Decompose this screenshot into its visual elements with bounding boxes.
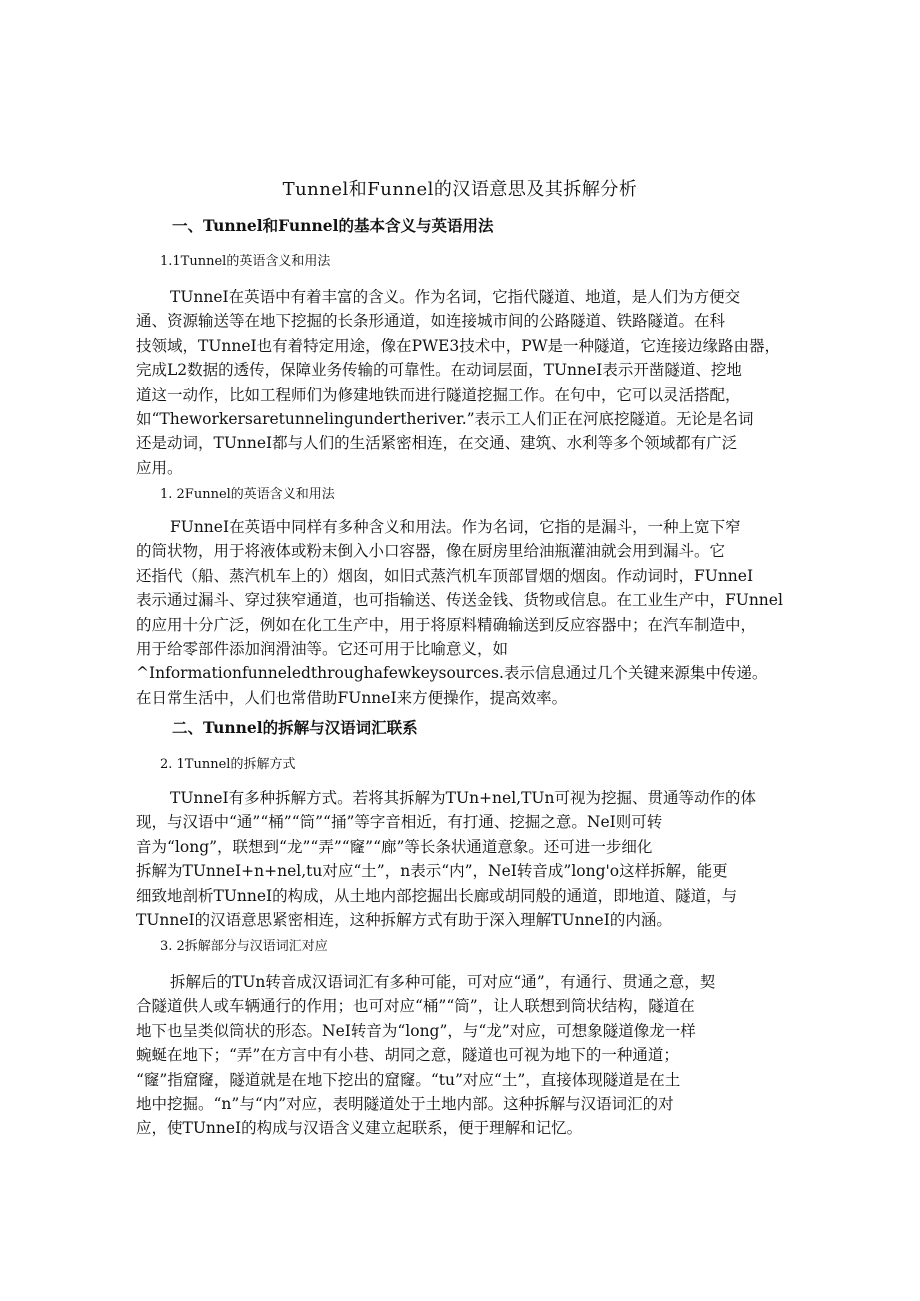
text-line: ^Informationfunneledthroughafewkeysources.表示信息通过几个关键来源集中传递。 [136,664,768,683]
text-line: 表示通过漏斗、穿过狭窄通道，也可指输送、传送金钱、货物或信息。在工业生产中，FUnnel [136,591,783,610]
text-line: FUnneI在英语中同样有多种含义和用法。作为名词，它指的是漏斗，一种上宽下窄 [170,518,741,536]
section-heading-1: 一、Tunnel和Funnel的基本含义与英语用法 [172,216,494,235]
document-title: Tunnel和Funnel的汉语意思及其拆解分析 [282,179,638,200]
text-line: “窿”指窟窿，隧道就是在地下挖出的窟窿。“tu”对应“土”，直接体现隧道是在土 [136,1070,681,1089]
paragraph-tunnel-meaning [136,285,791,480]
paragraph-split-mapping [136,970,791,1141]
text-line: 地中挖掘。“n”与“内”对应，表明隧道处于土地内部。这种拆解与汉语词汇的对 [136,1095,674,1114]
subheading-1-1: 1.1Tunnel的英语含义和用法 [160,254,331,269]
text-line: TUnneI有多种拆解方式。若将其拆解为TUn+nel,TUn可视为挖掘、贯通等动作的体 [170,789,756,807]
paragraph-tunnel-split [136,786,791,932]
text-line: 拆解为TUnneI+n+nel,tu对应“土”，n表示“内”，NeI转音成”long'o这样拆解，能更 [136,862,728,881]
text-line: 应用。 [136,458,183,477]
subheading-2-2: 3. 2拆解部分与汉语词汇对应 [160,939,328,954]
text-line: 如“Theworkersaretunnelingundertheriver.”表示工人们正在河底挖隧道。无论是名词 [136,410,754,429]
text-line: 拆解后的TUn转音成汉语词汇有多种可能，可对应“通”，有通行、贯通之意，契 [170,973,716,991]
text-line: 道这一动作，比如工程师们为修建地铁而进行隧道挖掘工作。在句中，它可以灵活搭配， [136,385,741,404]
text-line: 用于给零部件添加润滑油等。它还可用于比喻意义，如 [136,640,509,659]
text-line: 蜿蜒在地下；“弄”在方言中有小巷、胡同之意，隧道也可视为地下的一种通道； [136,1046,679,1065]
section-heading-2: 二、Tunnel的拆解与汉语词汇联系 [172,718,418,737]
text-line: 细致地剖析TUnneI的构成，从土地内部挖掘出长廊或胡同般的通道，即地道、隧道，与 [136,886,738,905]
subheading-1-2: 1. 2Funnel的英语含义和用法 [160,487,335,502]
text-line: 在日常生活中，人们也常借助FUnneI来方便操作，提高效率。 [136,688,568,707]
text-line: 的筒状物，用于将液体或粉末倒入小口容器，像在厨房里给油瓶灌油就会用到漏斗。它 [136,542,726,561]
text-line: 通、资源输送等在地下挖掘的长条形通道，如连接城市间的公路隧道、铁路隧道。在科 [136,312,726,331]
text-line: 完成L2数据的透传，保障业务传输的可靠性。在动词层面，TUnneI表示开凿隧道、挖地 [136,361,742,380]
subheading-2-1: 2. 1Tunnel的拆解方式 [160,757,296,772]
text-line: 还指代（船、蒸汽机车上的）烟囱，如旧式蒸汽机车顶部冒烟的烟囱。作动词时，FUnneI [136,566,754,585]
text-line: 的应用十分广泛，例如在化工生产中，用于将原料精确输送到反应容器中；在汽车制造中， [136,615,757,634]
text-line: 现，与汉语中“通”“桶”“筒”“捅”等字音相近，有打通、挖掘之意。NeI则可转 [136,813,663,832]
text-line: 地下也呈类似筒状的形态。NeI转音为“long”，与“龙”对应，可想象隧道像龙一样 [136,1021,696,1040]
text-line: 合隧道供人或车辆通行的作用；也可对应“桶”“筒”，让人联想到筒状结构，隧道在 [136,997,695,1016]
text-line: 技领域，TUnneI也有着特定用途，像在PWE3技术中，PW是一种隧道，它连接边缘路由器， [136,336,781,355]
text-line: 还是动词，TUnneI都与人们的生活紧密相连，在交通、建筑、水利等多个领域都有广泛 [136,434,738,453]
text-line: 应，使TUnneI的构成与汉语含义建立起联系，便于理解和记忆。 [136,1119,583,1138]
paragraph-funnel-meaning [136,515,791,710]
text-line: 音为“long”，联想到“龙”“弄”“窿”“廊”等长条状通道意象。还可进一步细化 [136,837,653,856]
text-line: TUnneI在英语中有着丰富的含义。作为名词，它指代隧道、地道，是人们为方便交 [170,288,741,306]
text-line: TUnneI的汉语意思紧密相连，这种拆解方式有助于深入理解TUnneI的内涵。 [136,911,672,930]
